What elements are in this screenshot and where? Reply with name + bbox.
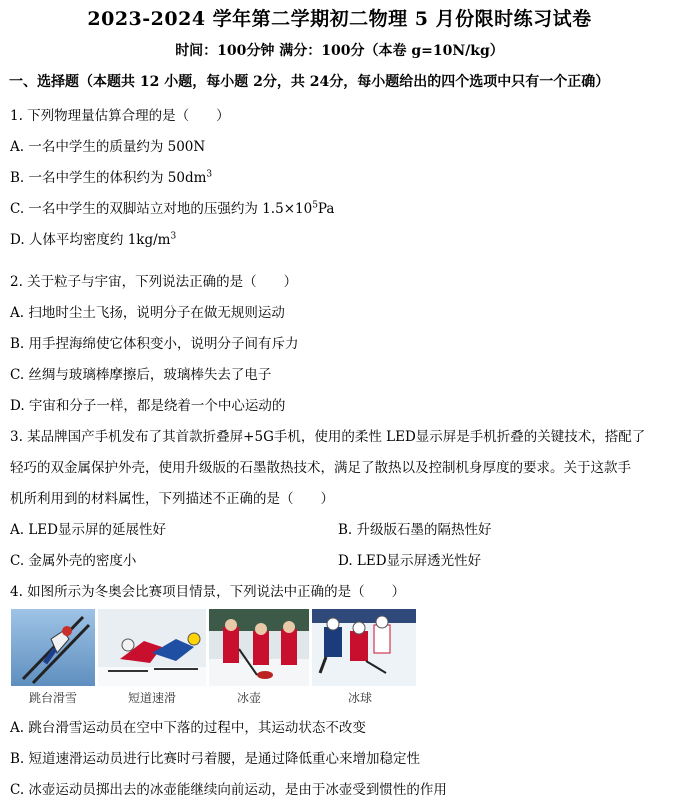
caption-curling: 冰壶 — [236, 691, 261, 705]
q4-stem: 4. 如图所示为冬奥会比赛项目情景，下列说法中正确的是（ ） — [10, 584, 406, 600]
q1-stem: 1. 下列物理量估算合理的是（ ） — [10, 108, 230, 124]
ice-hockey-photo — [312, 609, 416, 686]
caption-ice-hockey: 冰球 — [347, 691, 372, 705]
winter-olympics-figure — [11, 609, 416, 707]
q3-stem-line1: 3. 某品牌国产手机发布了其首款折叠屏+5G手机，使用的柔性 LED显示屏是手机折叠的关键技术，搭配了 — [10, 429, 646, 445]
q2-stem: 2. 关于粒子与宇宙，下列说法正确的是（ ） — [10, 274, 298, 290]
q2-option-c: C. 丝绸与玻璃棒摩擦后，玻璃棒失去了电子 — [10, 367, 272, 383]
caption-ski-jumping: 跳台滑雪 — [28, 691, 77, 705]
curling-photo — [209, 609, 309, 686]
q3-stem-line2: 轻巧的双金属保护外壳，使用升级版的石墨散热技术，满足了散热以及控制机身厚度的要求。关于这款手 — [10, 460, 631, 476]
q4-option-b: B. 短道速滑运动员进行比赛时弓着腰，是通过降低重心来增加稳定性 — [10, 751, 421, 767]
q1-option-b: B. 一名中学生的体积约为 $50dm^3$ — [10, 169, 213, 186]
q4-option-a: A. 跳台滑雪运动员在空中下落的过程中，其运动状态不改变 — [10, 720, 366, 736]
short-track-photo — [98, 609, 206, 686]
section-heading: 一、选择题（本题共 12 小题，每小题 2分，共 24分，每小题给出的四个选项中只有一个正确） — [9, 74, 610, 90]
q1-option-c: C. 一名中学生的双脚站立对地的压强约为 $1.5\times 10^5Pa$ — [10, 200, 335, 217]
q3-option-d: D. LED显示屏透光性好 — [338, 553, 482, 569]
ski-jumping-photo — [11, 609, 95, 686]
q1-option-a: A. 一名中学生的质量约为 500N — [10, 139, 206, 155]
q3-option-a: A. LED显示屏的延展性好 — [10, 522, 166, 538]
caption-short-track: 短道速滑 — [127, 691, 176, 705]
q3-option-b: B. 升级版石墨的隔热性好 — [338, 522, 492, 538]
q4-option-c: C. 冰壶运动员掷出去的冰壶能继续向前运动，是由于冰壶受到惯性的作用 — [10, 782, 447, 798]
q3-stem-line3: 机所利用到的材料属性，下列描述不正确的是（ ） — [10, 491, 334, 507]
q3-option-c: C. 金属外壳的密度小 — [10, 553, 137, 569]
exam-subtitle: 时间：100分钟 满分：100分（本卷 g=10N/kg） — [175, 43, 504, 59]
q2-option-d: D. 宇宙和分子一样，都是绕着一个中心运动的 — [10, 398, 286, 414]
q2-option-b: B. 用手捏海绵使它体积变小，说明分子间有斥力 — [10, 336, 299, 352]
q1-option-d: D. 人体平均密度约 $1kg/m^3$ — [10, 231, 177, 248]
q2-option-a: A. 扫地时尘土飞扬，说明分子在做无规则运动 — [10, 305, 285, 321]
exam-title: 2023-2024 学年第二学期初二物理 5 月份限时练习试卷 — [87, 8, 592, 30]
